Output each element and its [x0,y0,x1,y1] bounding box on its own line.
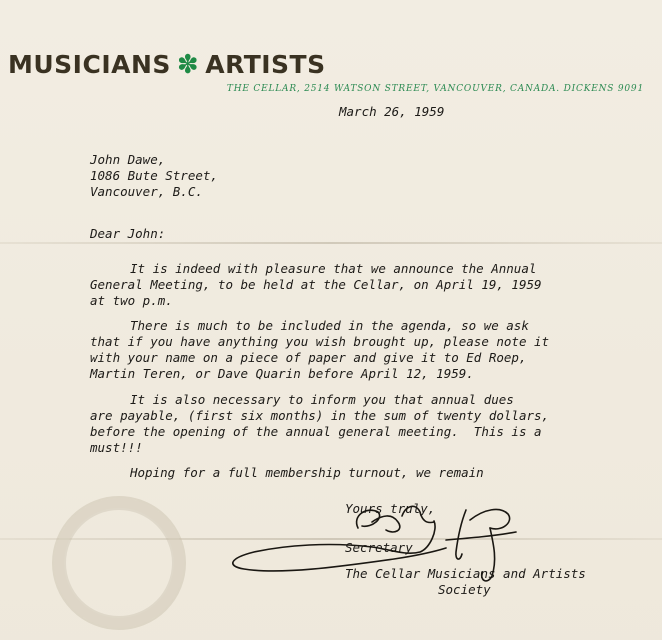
salutation: Dear John: [90,226,166,241]
paragraph-line: Martin Teren, or Dave Quarin before April 12, 1959. [90,366,474,381]
letter-date: March 26, 1959 [339,104,445,119]
recipient-street: 1086 Bute Street, [90,168,218,183]
organization-line: The Cellar Musicians and Artists [345,566,586,581]
paragraph-line: before the opening of the annual general meeting. This is a [90,424,542,439]
paragraph-line: It is indeed with pleasure that we announce the Annual [130,261,537,276]
closing: Yours truly, [345,501,436,516]
paragraph-line: with your name on a piece of paper and give it to Ed Roep, [90,350,527,365]
paragraph-line: at two p.m. [90,293,173,308]
letterhead-right-word: ARTISTS [205,50,326,79]
paragraph-line: are payable, (first six months) in the sum of twenty dollars, [90,408,550,423]
letterhead-left-word: MUSICIANS [8,50,171,79]
paragraph-line: General Meeting, to be held at the Cellar, on April 19, 1959 [90,277,542,292]
signer-title: Secretary [345,540,413,555]
clover-icon: ✽ [176,50,200,80]
paragraph-line: Hoping for a full membership turnout, we remain [130,465,484,480]
recipient-name: John Dawe, [90,152,166,167]
letterhead-address: THE CELLAR, 2514 WATSON STREET, VANCOUVER, CANADA. DICKENS 9091 [226,84,644,94]
paragraph-line: It is also necessary to inform you that annual dues [130,392,514,407]
recipient-city: Vancouver, B.C. [90,184,203,199]
paragraph-line: must!!! [90,440,143,455]
paragraph-line: There is much to be included in the agenda, so we ask [130,318,529,333]
paragraph-line: that if you have anything you wish brought up, please note it [90,334,550,349]
organization-line: Society [438,582,491,597]
